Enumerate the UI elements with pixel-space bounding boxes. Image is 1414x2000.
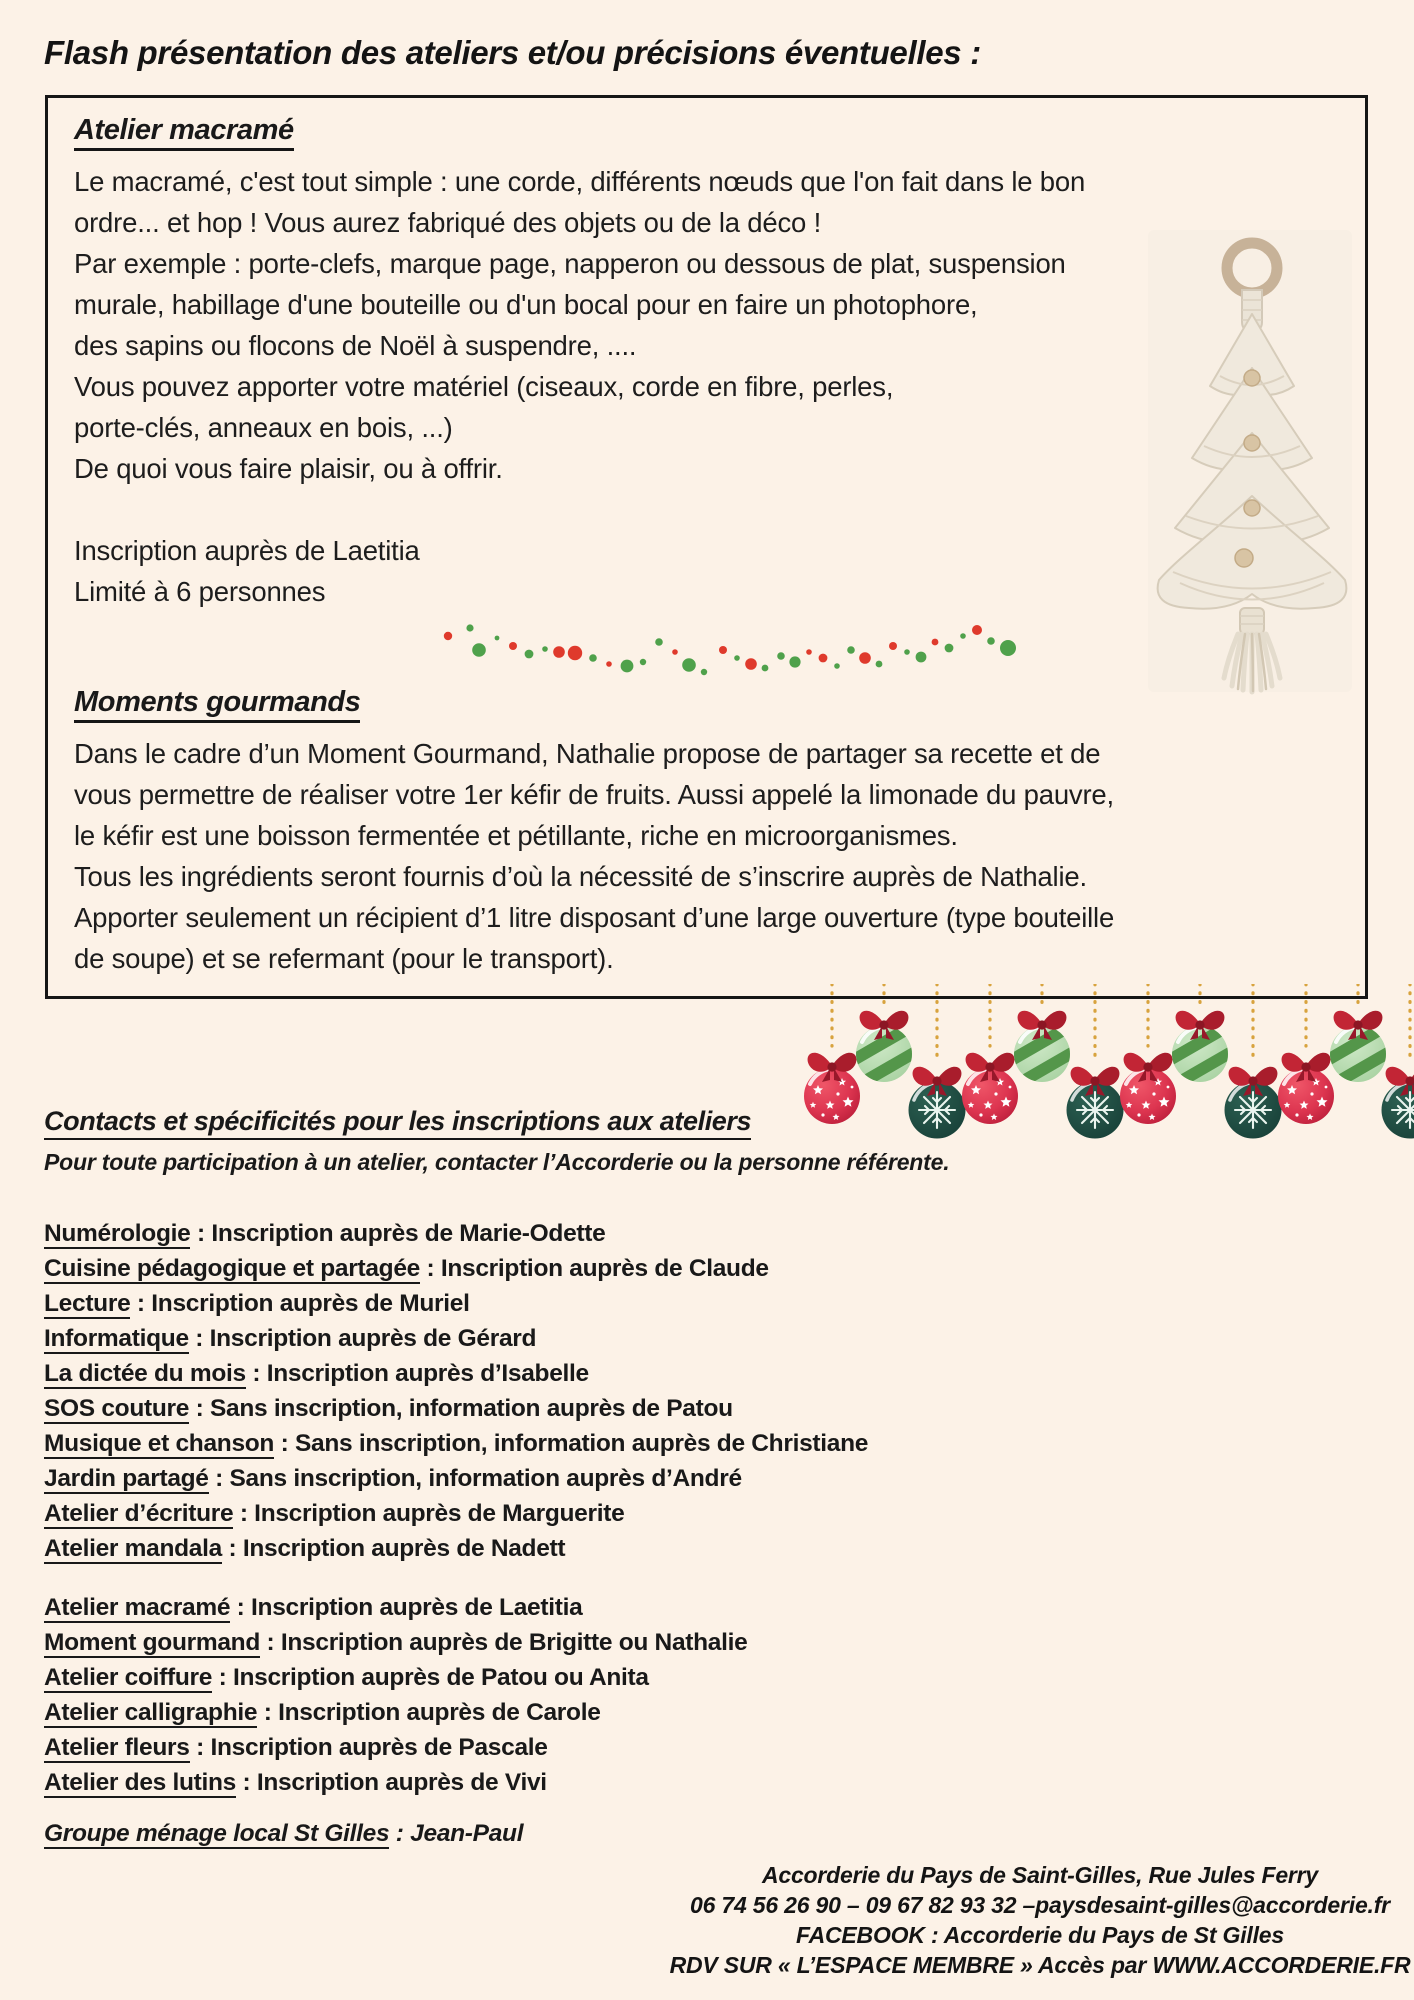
text-line: Tous les ingrédients seront fournis d’où la nécessité de s’inscrire auprès de Nathalie.	[74, 861, 1087, 892]
contact-info: : Inscription auprès de Carole	[257, 1699, 601, 1726]
contact-info: : Inscription auprès de Claude	[419, 1255, 769, 1282]
text-line: Le macramé, c'est tout simple : une corde, différents nœuds que l'on fait dans le bon	[74, 166, 1086, 197]
workshop-name: Atelier macramé	[44, 1594, 231, 1621]
contact-info: : Sans inscription, information auprès de Patou	[189, 1395, 733, 1422]
text-line: Accorderie du Pays de Saint-Gilles, Rue Jules Ferry	[761, 1862, 1319, 1888]
contact-item	[44, 1356, 1204, 1391]
contact-info: : Inscription auprès de Laetitia	[230, 1594, 583, 1621]
text-line: porte-clés, anneaux en bois, ...)	[74, 412, 453, 443]
contact-item	[44, 1251, 1204, 1286]
text-line: vous permettre de réaliser votre 1er kéfir de fruits. Aussi appelé la limonade du pauvre,	[74, 779, 1114, 810]
contact-info: : Inscription auprès d’Isabelle	[245, 1360, 589, 1387]
contacts-heading: Contacts et spécificités pour les inscriptions aux ateliers	[44, 1106, 1204, 1140]
contact-item	[44, 1391, 1204, 1426]
text-line: Par exemple : porte-clefs, marque page, napperon ou dessous de plat, suspension	[74, 248, 1066, 279]
workshop-name: Lecture	[44, 1290, 131, 1317]
text-line: ordre... et hop ! Vous aurez fabriqué des objets ou de la déco !	[74, 207, 822, 238]
contact-item	[44, 1590, 1204, 1625]
text-line: Dans le cadre d’un Moment Gourmand, Nathalie propose de partager sa recette et de	[74, 738, 1101, 769]
contacts-group-1	[44, 1216, 1204, 1566]
workshop-name: Atelier d’écriture	[44, 1500, 234, 1527]
contact-info: : Inscription auprès de Gérard	[188, 1325, 537, 1352]
contact-item	[44, 1461, 1204, 1496]
workshop-name: La dictée du mois	[44, 1360, 246, 1387]
text-line: le kéfir est une boisson fermentée et pétillante, riche en microorganismes.	[74, 820, 958, 851]
contact-info: : Inscription auprès de Brigitte ou Nathalie	[260, 1629, 748, 1656]
workshop-name: Atelier coiffure	[44, 1664, 213, 1691]
gold-bead-chains	[832, 984, 1410, 1062]
workshop-name: Moment gourmand	[44, 1629, 260, 1656]
contact-info: : Inscription auprès de Nadett	[221, 1535, 566, 1562]
workshop-name: Informatique	[44, 1325, 189, 1352]
menage-label: Groupe ménage local St Gilles	[44, 1820, 390, 1847]
contacts-group-2	[44, 1590, 1204, 1800]
workshop-name: Musique et chanson	[44, 1430, 275, 1457]
contact-info: : Inscription auprès de Vivi	[236, 1769, 547, 1796]
gourmand-section-heading: Moments gourmands	[74, 686, 1339, 723]
contact-info: : Inscription auprès de Pascale	[189, 1734, 548, 1761]
contact-info: : Inscription auprès de Muriel	[130, 1290, 470, 1317]
contact-item	[44, 1531, 1204, 1566]
footer-contact-block	[640, 1860, 1414, 1980]
contact-item	[44, 1660, 1204, 1695]
text-line: FACEBOOK : Accorderie du Pays de St Gilles	[796, 1922, 1284, 1948]
text-line: Vous pouvez apporter votre matériel (ciseaux, corde en fibre, perles,	[74, 371, 894, 402]
page-title: Flash présentation des ateliers et/ou précisions éventuelles :	[44, 34, 981, 71]
menage-group-item	[44, 1816, 1204, 1851]
contacts-section	[44, 1106, 1204, 1851]
contact-info: : Inscription auprès de Patou ou Anita	[212, 1664, 649, 1691]
workshop-name: Cuisine pédagogique et partagée	[44, 1255, 420, 1282]
contact-info: : Inscription auprès de Marie-Odette	[190, 1220, 606, 1247]
contact-item	[44, 1765, 1204, 1800]
contact-item	[44, 1625, 1204, 1660]
contacts-subheading: Pour toute participation à un atelier, contacter l’Accorderie ou la personne référente.	[44, 1149, 950, 1175]
text-line: De quoi vous faire plaisir, ou à offrir.	[74, 453, 503, 484]
contact-item	[44, 1426, 1204, 1461]
text-line: 06 74 56 26 90 – 09 67 82 93 32 –paysdesaint-gilles@accorderie.fr	[690, 1892, 1390, 1918]
contact-item	[44, 1695, 1204, 1730]
workshop-name: Atelier des lutins	[44, 1769, 237, 1796]
contact-info: : Inscription auprès de Marguerite	[233, 1500, 625, 1527]
gourmand-description	[74, 733, 1339, 979]
text-line: murale, habillage d'une bouteille ou d'un bocal pour en faire un photophore,	[74, 289, 978, 320]
contact-item	[44, 1321, 1204, 1356]
workshop-name: Jardin partagé	[44, 1465, 209, 1492]
text-line: RDV SUR « L’ESPACE MEMBRE » Accès par WWW.ACCORDERIE.FR	[669, 1952, 1411, 1978]
contact-info: : Sans inscription, information auprès d’André	[208, 1465, 742, 1492]
text-line: de soupe) et se refermant (pour le transport).	[74, 943, 614, 974]
text-line: Apporter seulement un récipient d’1 litre disposant d’une large ouverture (type bouteille	[74, 902, 1115, 933]
workshop-name: Atelier calligraphie	[44, 1699, 258, 1726]
workshop-name: Numérologie	[44, 1220, 191, 1247]
contact-item	[44, 1216, 1204, 1251]
contact-info: : Sans inscription, information auprès de Christiane	[274, 1430, 869, 1457]
limit-text: Limité à 6 personnes	[74, 576, 326, 607]
inscription-text: Inscription auprès de Laetitia	[74, 535, 420, 566]
menage-contact: : Jean-Paul	[389, 1820, 524, 1847]
workshop-name: SOS couture	[44, 1395, 190, 1422]
confetti-divider	[442, 622, 1022, 678]
macrame-tree-photo	[1146, 228, 1358, 700]
contact-item	[44, 1286, 1204, 1321]
contact-item	[44, 1496, 1204, 1531]
workshop-name: Atelier mandala	[44, 1535, 222, 1562]
macrame-section-heading: Atelier macramé	[74, 114, 1339, 151]
text-line: des sapins ou flocons de Noël à suspendre, ....	[74, 330, 637, 361]
workshop-name: Atelier fleurs	[44, 1734, 190, 1761]
contact-item	[44, 1730, 1204, 1765]
